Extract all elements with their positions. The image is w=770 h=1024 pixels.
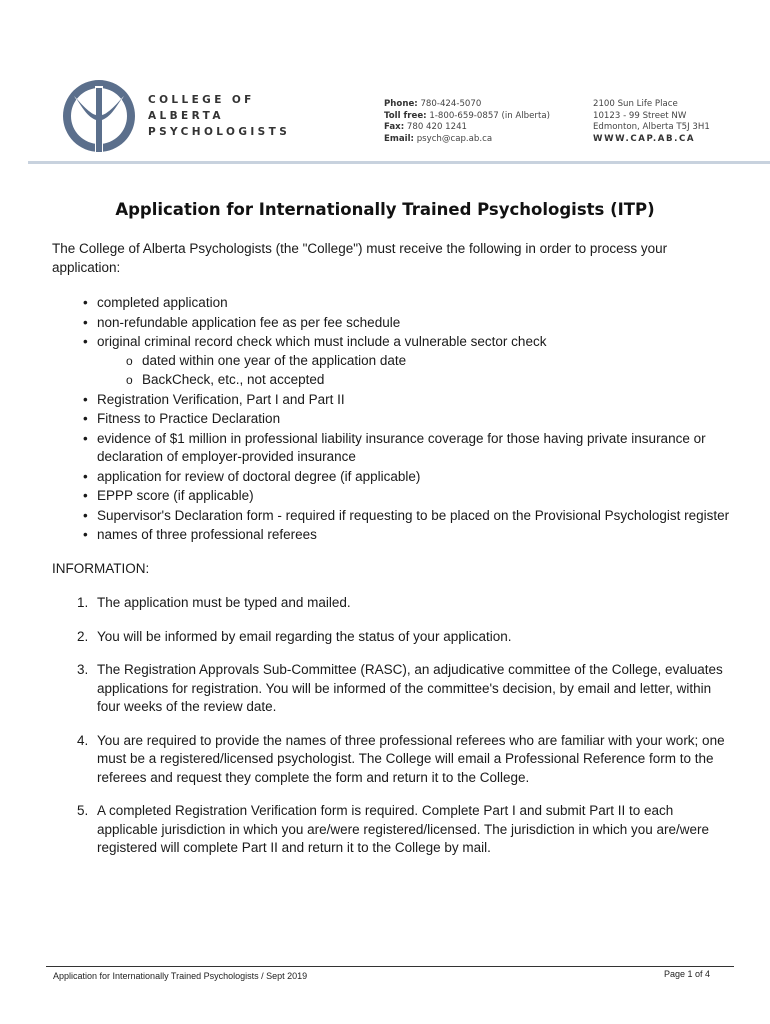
numbered-item: 5. A completed Registration Verification form is required. Complete Part I and submit Part II to each applicable jurisdiction in which you are/were registered/licensed. The jurisdiction in which you are/were registered will complete Part II and return it to the College by mail. bbox=[77, 803, 710, 855]
list-item: • Supervisor's Declaration form - required if requesting to be placed on the Provisional Psychologist register bbox=[97, 507, 732, 526]
page-title: Application for Internationally Trained Psychologists (ITP) bbox=[115, 200, 655, 219]
list-item: • evidence of $1 million in professional liability insurance coverage for those having private insurance or declaration of employer-provided insurance bbox=[97, 430, 732, 467]
information-list bbox=[52, 594, 732, 858]
requirements-list bbox=[52, 294, 732, 545]
letterhead bbox=[0, 0, 770, 165]
list-item-text: original criminal record check which must include a vulnerable sector check bbox=[97, 334, 547, 349]
list-item: • completed application bbox=[97, 294, 732, 313]
organization-name: COLLEGE OF ALBERTA PSYCHOLOGISTS bbox=[148, 94, 291, 138]
mailing-address: 2100 Sun Life Place 10123 - 99 Street NW Edmonton, Alberta T5J 3H1 WWW.CAP.AB.CA bbox=[593, 99, 710, 144]
list-item: • names of three professional referees bbox=[97, 526, 732, 545]
intro-paragraph: The College of Alberta Psychologists (the "College") must receive the following in order to process your application: bbox=[52, 241, 668, 275]
footer-document-name: Application for Internationally Trained Psychologists / Sept 2019 bbox=[53, 971, 308, 981]
list-item: • Registration Verification, Part I and Part II bbox=[97, 391, 732, 410]
psi-logo-icon bbox=[62, 78, 136, 156]
numbered-item: 4. You are required to provide the names of three professional referees who are familiar with your work; one must be a registered/licensed psychologist. The College will email a Professional Reference form to the referees and request they complete the form and return it to the College. bbox=[77, 732, 725, 785]
sub-list-item: o dated within one year of the application date bbox=[142, 352, 732, 371]
sub-list-item: o BackCheck, etc., not accepted bbox=[142, 371, 732, 390]
numbered-item: 3. The Registration Approvals Sub-Committee (RASC), an adjudicative committee of the College, evaluates applications for registration. You will be informed of the committee's decision, by email and letter, within four weeks of the review date. bbox=[77, 662, 723, 714]
list-item: • non-refundable application fee as per fee schedule bbox=[97, 314, 732, 333]
numbered-item: 1. The application must be typed and mailed. bbox=[77, 595, 351, 610]
contact-info: Phone: 780-424-5070 Toll free: 1-800-659-0857 (in Alberta) Fax: 780 420 1241 Email: psych@cap.ab.ca bbox=[384, 99, 550, 144]
information-heading: INFORMATION: bbox=[52, 560, 150, 576]
website-link[interactable]: WWW.CAP.AB.CA bbox=[593, 133, 696, 144]
list-item: • EPPP score (if applicable) bbox=[97, 487, 732, 506]
sub-list bbox=[97, 352, 732, 390]
email-link[interactable]: psych@cap.ab.ca bbox=[416, 133, 493, 144]
document-body bbox=[52, 240, 732, 873]
numbered-item: 2. You will be informed by email regarding the status of your application. bbox=[77, 628, 512, 644]
footer-divider bbox=[46, 966, 734, 967]
list-item: • application for review of doctoral degree (if applicable) bbox=[97, 468, 732, 487]
list-item bbox=[97, 333, 732, 390]
header-divider bbox=[28, 161, 770, 164]
page-number: Page 1 of 4 bbox=[664, 969, 711, 979]
list-item: • Fitness to Practice Declaration bbox=[97, 410, 732, 429]
